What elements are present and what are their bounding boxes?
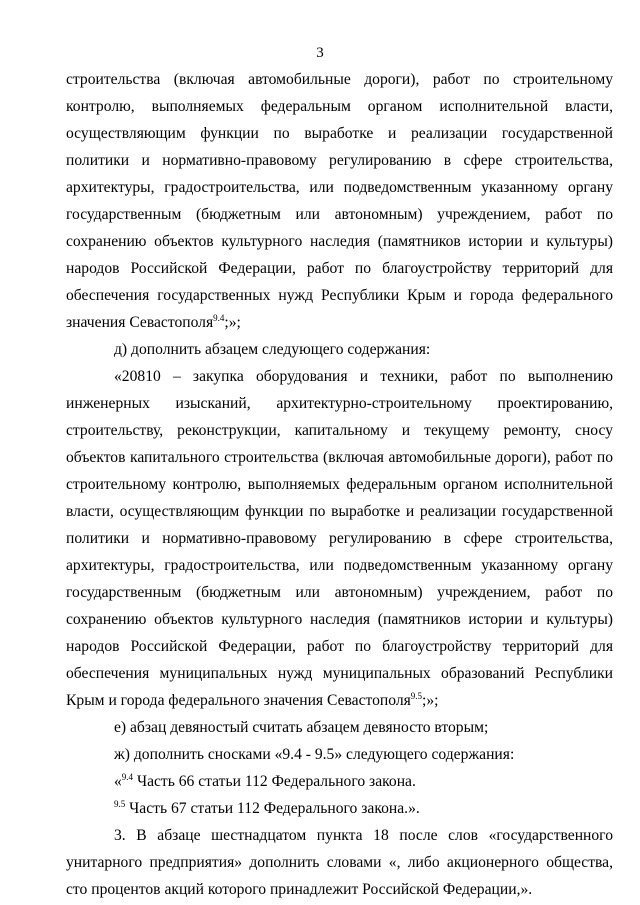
paragraph-item-e [66,714,613,741]
paragraph-text: ж) дополнить сносками «9.4 - 9.5» следующего содержания: [114,746,515,763]
footnote-text: Часть 66 статьи 112 Федерального закона. [133,773,416,790]
paragraph-text: д) дополнить абзацем следующего содержания: [114,341,431,358]
paragraph-text: е) абзац девяностый считать абзацем девяносто вторым; [114,719,489,736]
footnote-ref-9-5: 9.5 [410,691,423,701]
footnote-9-5 [66,795,613,822]
paragraph-continuation [66,66,613,336]
paragraph-closing: ;»; [422,692,439,709]
footnote-ref-9-4: 9.4 [213,313,225,323]
paragraph-item-d [66,336,613,363]
paragraph-item-zh [66,741,613,768]
paragraph-closing: ;»; [224,314,241,331]
footnote-number: 9.5 [114,799,126,809]
footnote-text: Часть 67 статьи 112 Федерального закона.». [125,800,420,817]
page-number: 3 [316,45,324,61]
paragraph-text: 3. В абзаце шестнадцатом пункта 18 после слов «государственного унитарного предприятия» дополнить словами «, либо акционерного общества, сто процентов акций которого принадлежит Российской Федерации,». [66,827,613,898]
footnote-open-quote: « [114,773,122,790]
paragraph-item-3 [66,822,613,903]
document-body [66,66,613,903]
footnote-number: 9.4 [121,772,134,782]
footnote-9-4 [66,768,613,795]
paragraph-text: «20810 – закупка оборудования и техники, работ по выполнению инженерных изысканий, архитектурно-строительному проектированию, строительству, реконструкции, капитальному и текущему ремонту, сносу объектов капитального строительства (включая автомобильные дороги), работ по строительному контролю, выполняемых федеральным органом исполнительной власти, осуществляющим функции по выработке и реализации государственной политики и нормативно-правовому регулированию в сфере строительства, архитектуры, градостроительства, или подведомственным указанному органу государственным (бюджетным или автономным) учреждением, работ по сохранению объектов культурного наследия (памятников истории и культуры) народов Российской Федерации, работ по благоустройству территорий для обеспечения муниципальных нужд муниципальных образований Республики Крым и города федерального значения Севастополя [66,368,613,709]
paragraph-text: строительства (включая автомобильные дороги), работ по строительному контролю, выполняемых федеральным органом исполнительной власти, осуществляющим функции по выработке и реализации государственной политики и нормативно-правовому регулированию в сфере строительства, архитектуры, градостроительства, или подведомственным указанному органу государственным (бюджетным или автономным) учреждением, работ по сохранению объектов культурного наследия (памятников истории и культуры) народов Российской Федерации, работ по благоустройству территорий для обеспечения государственных нужд Республики Крым и города федерального значения Севастополя [66,71,613,331]
paragraph-20810 [66,363,613,714]
